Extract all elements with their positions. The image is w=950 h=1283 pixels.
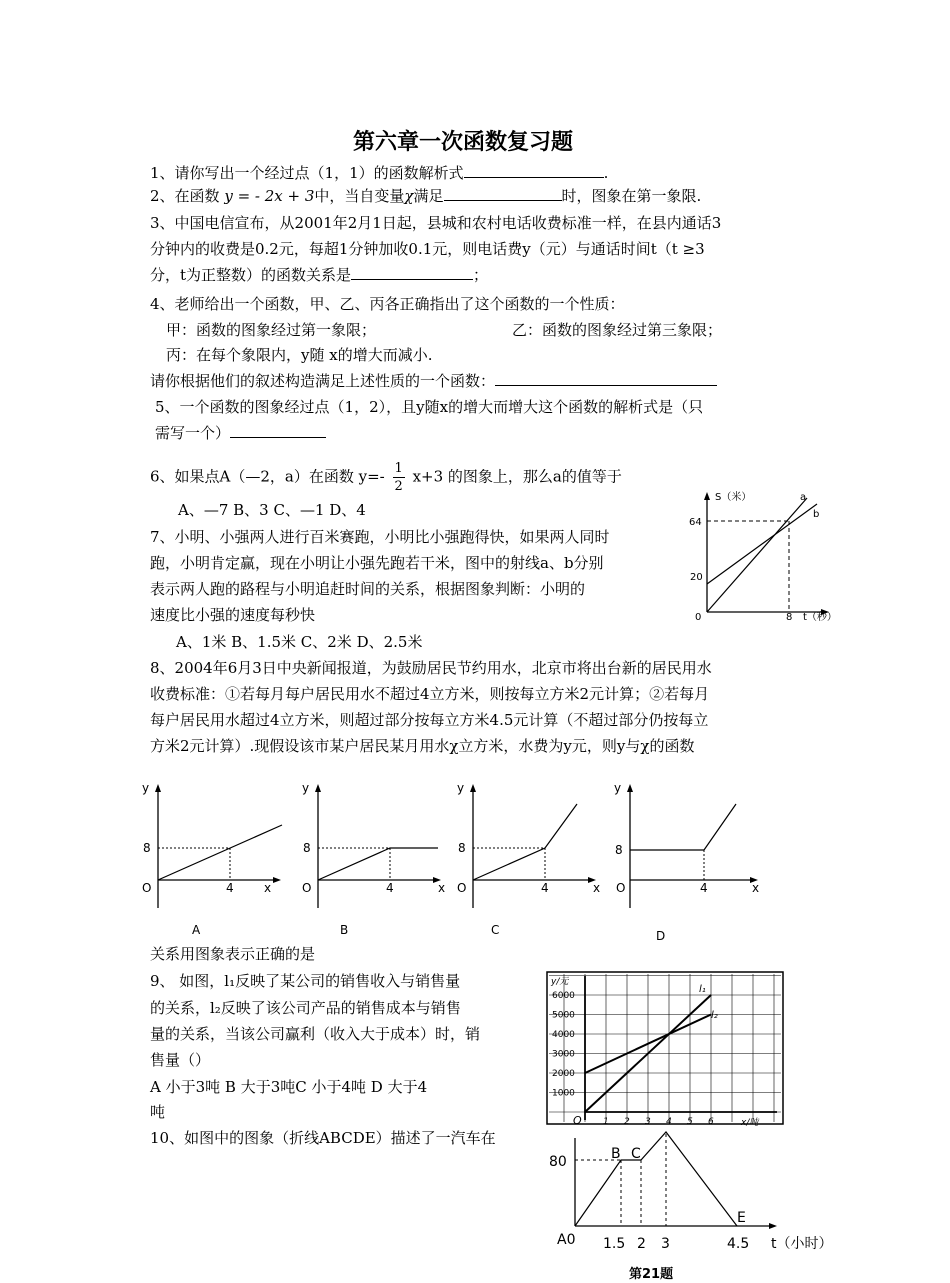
q3-answer-blank[interactable] bbox=[351, 265, 473, 280]
q8d-option-label: D bbox=[656, 929, 666, 943]
q8a-ylabel: y bbox=[142, 781, 150, 795]
q7-line-a bbox=[707, 498, 807, 612]
q9-chart bbox=[545, 970, 785, 1130]
q3-line-1: 3、中国电信宣布，从2001年2月1日起，县城和农村电话收费标准一样，在县内通话3 bbox=[150, 214, 722, 232]
q10-xtick-1: 1.5 bbox=[603, 1236, 626, 1252]
q8d-xvalue: 4 bbox=[700, 881, 708, 895]
q9-y-tick-label: 6000 bbox=[552, 991, 575, 1001]
q8a-origin: O bbox=[142, 881, 152, 895]
q10-line-1: 10、如图中的图象（折线ABCDE）描述了一汽车在 bbox=[150, 1129, 496, 1147]
q5-line-2-text: 需写一个） bbox=[155, 424, 231, 442]
q7-y-mid: 20 bbox=[690, 572, 703, 583]
q8b-ylabel: y bbox=[302, 781, 310, 795]
q8-line-1: 8、2004年6月3日中央新闻报道，为鼓励居民节约用水，北京市将出台新的居民用水 bbox=[150, 659, 712, 677]
q10-label-c: C bbox=[631, 1146, 641, 1162]
q7-line-1: 7、小明、小强两人进行百米赛跑，小明比小强跑得快，如果两人同时 bbox=[150, 528, 610, 546]
q10-path-abcde bbox=[575, 1132, 737, 1226]
q8c-yvalue: 8 bbox=[458, 841, 466, 855]
q8d-ylabel: y bbox=[614, 781, 622, 795]
q1-answer-blank[interactable] bbox=[464, 163, 604, 178]
q9-y-tick-label: 4000 bbox=[552, 1030, 575, 1040]
q8-line-4: 方米2元计算）.现假设该市某户居民某月用水χ立方米，水费为y元，则y与χ的函数 bbox=[150, 737, 695, 755]
q9-x-tick-label: 3 bbox=[645, 1117, 651, 1127]
q8b-origin: O bbox=[302, 881, 312, 895]
q6-text-b: x+3 的图象上，那么a的值等于 bbox=[412, 467, 622, 486]
q8d-xlabel: x bbox=[752, 881, 760, 895]
q3-line-3: 分，t为正整数）的函数关系是 ； bbox=[150, 266, 489, 284]
q9-l2-label: l₂ bbox=[711, 1010, 718, 1021]
q2-text-c: 满足 bbox=[413, 187, 444, 205]
q5-line-1: 5、一个函数的图象经过点（1，2），且y随x的增大而增大这个函数的解析式是（只 bbox=[155, 398, 704, 416]
q8a-xvalue: 4 bbox=[226, 881, 234, 895]
q8c-line bbox=[473, 804, 577, 880]
q6-fraction bbox=[393, 460, 405, 495]
q9-y-ticks bbox=[552, 991, 575, 1099]
q9-x-tick-label: 1 bbox=[603, 1117, 609, 1127]
q6-fraction-num: 1 bbox=[394, 461, 403, 476]
q8b-xlabel: x bbox=[438, 881, 446, 895]
q7-line-4: 速度比小强的速度每秒快 bbox=[150, 606, 316, 624]
q9-x-tick-label: 4 bbox=[666, 1117, 672, 1127]
q4-line-1: 4、老师给出一个函数，甲、乙、丙各正确指出了这个函数的一个性质： bbox=[150, 295, 625, 313]
q8b-yvalue: 8 bbox=[303, 841, 311, 855]
q9-x-tick-label: 5 bbox=[687, 1117, 693, 1127]
q9-y-tick-label: 3000 bbox=[552, 1049, 575, 1060]
q8d-yvalue: 8 bbox=[615, 843, 623, 857]
q2-text-b: 中，当自变量 bbox=[314, 187, 405, 205]
q8-graph-c bbox=[455, 780, 605, 945]
q9-line-3: 量的关系，当该公司赢利（收入大于成本）时，销 bbox=[150, 1025, 481, 1043]
q4-bing: 丙：在每个象限内，y随 x的增大而减小. bbox=[166, 346, 433, 364]
q8c-y-arrow bbox=[470, 784, 476, 792]
q7-y-arrow bbox=[704, 492, 710, 500]
q8c-option-label: C bbox=[491, 923, 500, 937]
q7-line-3: 表示两人跑的路程与小明追赶时间的关系，根据图象判断：小明的 bbox=[150, 580, 586, 598]
q7-label-a: a bbox=[800, 492, 807, 503]
q8b-line bbox=[318, 848, 438, 880]
q8-graph-b bbox=[300, 780, 450, 945]
q8c-xlabel: x bbox=[593, 881, 601, 895]
q7-line-2: 跑，小明肯定赢，现在小明让小强先跑若干米，图中的射线a、b分别 bbox=[150, 554, 604, 572]
q8a-option-label: A bbox=[192, 923, 201, 937]
q8c-ylabel: y bbox=[457, 781, 465, 795]
q10-xtick-3: 3 bbox=[661, 1236, 670, 1252]
q8d-line bbox=[630, 804, 736, 850]
q4-ask bbox=[150, 371, 717, 391]
q6-options: A、—7 B、3 C、—1 D、4 bbox=[178, 501, 366, 519]
q1-text: 1、请你写出一个经过点（1，1）的函数解析式 bbox=[150, 164, 464, 182]
q9-origin: O bbox=[573, 1114, 582, 1127]
q8-graph-d bbox=[612, 780, 772, 945]
q7-chart bbox=[685, 488, 855, 628]
q4-yi: 乙：函数的图象经过第三象限； bbox=[512, 321, 723, 339]
q8a-line bbox=[158, 825, 282, 880]
q4-ask-text: 请你根据他们的叙述构造满足上述性质的一个函数： bbox=[150, 372, 496, 390]
q9-line-2: 的关系，l₂反映了该公司产品的销售成本与销售 bbox=[150, 999, 461, 1017]
q8-graph-a bbox=[140, 780, 290, 945]
q9-l1-label: l₁ bbox=[699, 984, 706, 995]
q10-xlabel: t（小时） bbox=[771, 1236, 833, 1252]
q8c-origin: O bbox=[457, 881, 467, 895]
q8a-y-arrow bbox=[155, 784, 161, 792]
q9-ylabel: y/元 bbox=[551, 977, 569, 987]
q8a-yvalue: 8 bbox=[143, 841, 151, 855]
q5-line-2 bbox=[155, 423, 326, 443]
q9-line-1: 9、 如图，l₁反映了某公司的销售收入与销售量 bbox=[150, 972, 461, 990]
q6-text-a: 6、如果点A（—2，a）在函数 y=- bbox=[150, 467, 385, 486]
q2-variable: χ bbox=[404, 187, 414, 205]
q8b-y-arrow bbox=[315, 784, 321, 792]
page-title: 第六章一次函数复习题 bbox=[353, 129, 574, 155]
q10-label-e: E bbox=[737, 1210, 746, 1226]
q9-line-6: 吨 bbox=[150, 1103, 166, 1121]
q9-x-tick-label: 6 bbox=[708, 1117, 714, 1127]
q7-options: A、1米 B、1.5米 C、2米 D、2.5米 bbox=[176, 633, 423, 651]
q10-label-b: B bbox=[611, 1146, 621, 1162]
q6-fraction-den: 2 bbox=[394, 479, 403, 494]
q9-xlabel: x/吨 bbox=[741, 1118, 759, 1128]
q3-line-3-text: 分，t为正整数）的函数关系是 bbox=[150, 266, 352, 284]
q9-x-tick-label: 2 bbox=[624, 1117, 630, 1127]
q9-y-tick-label: 5000 bbox=[552, 1010, 575, 1021]
q3-line-2: 分钟内的收费是0.2元，每超1分钟加收0.1元，则电话费y（元）与通话时间t（t ≥3 bbox=[150, 240, 705, 258]
q4-jia: 甲：函数的图象经过第一象限； bbox=[166, 321, 377, 339]
q6-line bbox=[150, 460, 622, 495]
q8d-y-arrow bbox=[627, 784, 633, 792]
q10-x-arrow bbox=[769, 1223, 777, 1229]
q10-chart bbox=[545, 1130, 865, 1280]
q8a-xlabel: x bbox=[264, 881, 272, 895]
question-1: 1、请你写出一个经过点（1，1）的函数解析式 . bbox=[150, 164, 609, 182]
q9-grid bbox=[549, 974, 781, 1122]
q8b-xvalue: 4 bbox=[386, 881, 394, 895]
q2-formula: y = - 2x + 3 bbox=[224, 187, 315, 205]
q2-answer-blank[interactable] bbox=[444, 186, 562, 201]
q7-label-b: b bbox=[813, 509, 820, 520]
q7-x-tick: 8 bbox=[786, 612, 793, 623]
question-2 bbox=[150, 186, 701, 206]
q7-xlabel: t（秒） bbox=[803, 612, 837, 623]
q7-ylabel: S（米） bbox=[715, 492, 752, 503]
q9-line-4: 售量（） bbox=[150, 1051, 211, 1069]
q7-line-b bbox=[707, 504, 820, 584]
q4-answer-blank[interactable] bbox=[495, 371, 717, 386]
q10-y80: 80 bbox=[549, 1154, 567, 1170]
q8-line-3: 每户居民用水超过4立方米，则超过部分按每立方米4.5元计算（不超过部分仍按每立 bbox=[150, 711, 709, 729]
q8c-xvalue: 4 bbox=[541, 881, 549, 895]
q2-text-d: 时，图象在第一象限. bbox=[561, 187, 702, 205]
q8-line-2: 收费标准：①若每月每户居民用水不超过4立方米，则按每立方米2元计算；②若每月 bbox=[150, 685, 710, 703]
q5-answer-blank[interactable] bbox=[230, 423, 326, 438]
q9-x-ticks bbox=[603, 1117, 714, 1127]
q9-y-tick-label: 2000 bbox=[552, 1069, 575, 1079]
q8d-origin: O bbox=[616, 881, 626, 895]
q7-y-top: 64 bbox=[689, 517, 702, 528]
q2-text-a: 2、在函数 bbox=[150, 187, 220, 205]
q8a-x-arrow bbox=[273, 877, 281, 883]
q10-label-a0: A0 bbox=[557, 1232, 576, 1248]
q8-line-5: 关系用图象表示正确的是 bbox=[150, 945, 316, 963]
q10-caption: 第21题 bbox=[629, 1267, 674, 1282]
q10-xtick-2: 2 bbox=[637, 1236, 646, 1252]
q8b-option-label: B bbox=[340, 923, 349, 937]
q9-line-5: A 小于3吨 B 大于3吨C 小于4吨 D 大于4 bbox=[150, 1078, 428, 1096]
q10-xtick-4: 4.5 bbox=[727, 1236, 750, 1252]
q7-origin: 0 bbox=[695, 612, 702, 623]
q9-y-tick-label: 1000 bbox=[552, 1088, 575, 1099]
